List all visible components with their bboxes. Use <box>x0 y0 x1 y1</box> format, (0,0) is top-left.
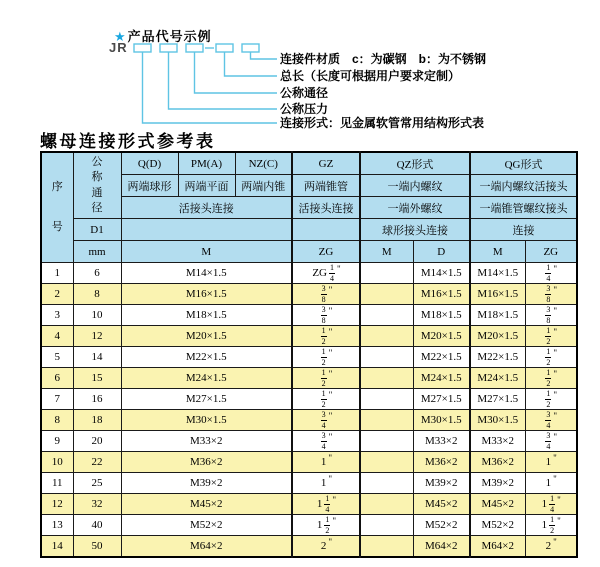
cell-qg-m: M36×2 <box>470 452 525 473</box>
header-qz-unit-m: M <box>360 241 413 263</box>
cell-dn: 32 <box>73 494 121 515</box>
cell-qg-zg: $\frac{3}{4}$ " <box>525 431 577 452</box>
header-pm-sub: 两端平面 <box>178 175 235 197</box>
cell-qz-m <box>360 431 413 452</box>
cell-qg-m: M33×2 <box>470 431 525 452</box>
cell-gz: 1 " <box>292 452 360 473</box>
table-row <box>41 494 577 515</box>
cell-qg-m: M30×1.5 <box>470 410 525 431</box>
cell-gz: 1 $\frac{1}{4}$ " <box>292 494 360 515</box>
cell-qg-zg: $\frac{3}{8}$ " <box>525 284 577 305</box>
table-row <box>41 452 577 473</box>
table-row <box>41 431 577 452</box>
cell-qz-m <box>360 263 413 284</box>
table-row <box>41 410 577 431</box>
table-row <box>41 368 577 389</box>
cell-qz-m <box>360 326 413 347</box>
cell-qz-d: M27×1.5 <box>413 389 470 410</box>
cell-qg-zg: $\frac{1}{2}$ " <box>525 326 577 347</box>
cell-qz-m <box>360 494 413 515</box>
cell-qz-m <box>360 284 413 305</box>
cell-seq: 14 <box>41 536 73 558</box>
cell-gz: $\frac{3}{8}$ " <box>292 284 360 305</box>
header-row-3 <box>41 197 577 219</box>
header-qg-unit-m: M <box>470 241 525 263</box>
header-qg: QG形式 <box>470 152 577 175</box>
code-example-heading-text: 产品代号示例 <box>127 29 212 44</box>
cell-qg-m: M24×1.5 <box>470 368 525 389</box>
cell-gz: $\frac{3}{4}$ " <box>292 431 360 452</box>
cell-seq: 7 <box>41 389 73 410</box>
cell-qg-zg: $\frac{3}{8}$ " <box>525 305 577 326</box>
cell-gz: $\frac{1}{2}$ " <box>292 326 360 347</box>
code-example-heading <box>114 26 212 45</box>
cell-seq: 6 <box>41 368 73 389</box>
cell-qz-d: M20×1.5 <box>413 326 470 347</box>
cell-qg-zg: $\frac{1}{4}$ " <box>525 263 577 284</box>
cell-gz: $\frac{1}{2}$ " <box>292 347 360 368</box>
cell-m: M30×1.5 <box>121 410 292 431</box>
code-label-material: 连接件材质 c：为碳钢 b：为不锈钢 <box>280 52 487 66</box>
header-d1: D1 <box>73 219 121 241</box>
cell-m: M52×2 <box>121 515 292 536</box>
header-pm: PM(A) <box>178 152 235 175</box>
cell-dn: 25 <box>73 473 121 494</box>
cell-dn: 6 <box>73 263 121 284</box>
code-box-1 <box>134 44 151 52</box>
table-title: 螺母连接形式参考表 <box>40 132 216 151</box>
header-nz-sub: 两端内锥 <box>235 175 292 197</box>
cell-qz-m <box>360 515 413 536</box>
cell-dn: 50 <box>73 536 121 558</box>
cell-gz: $\frac{1}{2}$ " <box>292 389 360 410</box>
cell-qg-zg: $\frac{3}{4}$ " <box>525 410 577 431</box>
cell-seq: 5 <box>41 347 73 368</box>
cell-seq: 8 <box>41 410 73 431</box>
cell-seq: 13 <box>41 515 73 536</box>
cell-qg-zg: 2 " <box>525 536 577 558</box>
code-prefix: JR <box>109 40 128 55</box>
cell-qz-m <box>360 473 413 494</box>
cell-qz-d: M22×1.5 <box>413 347 470 368</box>
header-qg-sub: 一端内螺纹活接头 <box>470 175 577 197</box>
header-q-sub: 两端球形 <box>121 175 178 197</box>
cell-qz-d: M18×1.5 <box>413 305 470 326</box>
header-qz-ball-joint: 球形接头连接 <box>360 219 470 241</box>
cell-qz-m <box>360 305 413 326</box>
cell-qg-m: M18×1.5 <box>470 305 525 326</box>
header-blank-qpmnz <box>121 219 292 241</box>
cell-dn: 20 <box>73 431 121 452</box>
cell-gz: 1 $\frac{1}{2}$ " <box>292 515 360 536</box>
header-unit-m: M <box>121 241 292 263</box>
header-row-4 <box>41 219 577 241</box>
table-row <box>41 473 577 494</box>
star-icon: ★ <box>114 29 127 44</box>
cell-dn: 22 <box>73 452 121 473</box>
table-row <box>41 389 577 410</box>
header-seq: 序 号 <box>41 152 73 263</box>
table-row <box>41 263 577 284</box>
cell-qg-zg: $\frac{1}{2}$ " <box>525 347 577 368</box>
header-qg-unit-zg: ZG <box>525 241 577 263</box>
header-qz: QZ形式 <box>360 152 470 175</box>
header-row-2 <box>41 175 577 197</box>
cell-qg-zg: $\frac{1}{2}$ " <box>525 368 577 389</box>
header-nz: NZ(C) <box>235 152 292 175</box>
code-label-pressure: 公称压力 <box>280 102 329 116</box>
header-q: Q(D) <box>121 152 178 175</box>
header-dn: 公 称 通 径 <box>73 152 121 219</box>
table-row <box>41 326 577 347</box>
cell-gz: $\frac{1}{2}$ " <box>292 368 360 389</box>
cell-dn: 16 <box>73 389 121 410</box>
header-gz: GZ <box>292 152 360 175</box>
cell-dn: 15 <box>73 368 121 389</box>
cell-seq: 3 <box>41 305 73 326</box>
header-row-1 <box>41 152 577 175</box>
code-box-5 <box>242 44 259 52</box>
cell-dn: 10 <box>73 305 121 326</box>
cell-qz-m <box>360 536 413 558</box>
cell-qg-m: M27×1.5 <box>470 389 525 410</box>
header-qz-ext-thread: 一端外螺纹 <box>360 197 470 219</box>
cell-m: M36×2 <box>121 452 292 473</box>
cell-qz-d: M33×2 <box>413 431 470 452</box>
code-box-2 <box>160 44 177 52</box>
cell-gz: $\frac{3}{4}$ " <box>292 410 360 431</box>
cell-qz-m <box>360 452 413 473</box>
table-body <box>41 263 577 558</box>
header-mm: mm <box>73 241 121 263</box>
header-unit-zg: ZG <box>292 241 360 263</box>
cell-qz-m <box>360 389 413 410</box>
cell-dn: 40 <box>73 515 121 536</box>
cell-qg-m: M14×1.5 <box>470 263 525 284</box>
cell-qz-d: M39×2 <box>413 473 470 494</box>
cell-qz-d: M30×1.5 <box>413 410 470 431</box>
cell-seq: 9 <box>41 431 73 452</box>
cell-m: M24×1.5 <box>121 368 292 389</box>
cell-m: M20×1.5 <box>121 326 292 347</box>
cell-m: M33×2 <box>121 431 292 452</box>
header-qg-taper-joint: 一端锥管螺纹接头 <box>470 197 577 219</box>
cell-qg-m: M52×2 <box>470 515 525 536</box>
cell-qz-d: M45×2 <box>413 494 470 515</box>
cell-m: M18×1.5 <box>121 305 292 326</box>
header-qz-sub: 一端内螺纹 <box>360 175 470 197</box>
cell-gz: $\frac{3}{8}$ " <box>292 305 360 326</box>
cell-qz-m <box>360 368 413 389</box>
nut-connection-table <box>40 151 578 558</box>
cell-seq: 2 <box>41 284 73 305</box>
cell-qg-m: M20×1.5 <box>470 326 525 347</box>
code-label-length: 总长（长度可根据用户要求定制） <box>280 69 461 83</box>
cell-dn: 18 <box>73 410 121 431</box>
header-gz-joint: 活接头连接 <box>292 197 360 219</box>
code-label-diameter: 公称通径 <box>280 86 329 100</box>
cell-seq: 12 <box>41 494 73 515</box>
cell-gz: ZG $\frac{1}{4}$ " <box>292 263 360 284</box>
cell-qz-d: M24×1.5 <box>413 368 470 389</box>
cell-m: M64×2 <box>121 536 292 558</box>
cell-qg-m: M16×1.5 <box>470 284 525 305</box>
cell-qg-zg: 1 " <box>525 473 577 494</box>
table-row <box>41 515 577 536</box>
cell-qg-zg: $\frac{1}{2}$ " <box>525 389 577 410</box>
header-gz-sub: 两端锥管 <box>292 175 360 197</box>
cell-dn: 12 <box>73 326 121 347</box>
header-blank-gz <box>292 219 360 241</box>
table-row <box>41 305 577 326</box>
cell-seq: 4 <box>41 326 73 347</box>
cell-qz-d: M52×2 <box>413 515 470 536</box>
cell-qg-m: M64×2 <box>470 536 525 558</box>
code-label-connection: 连接形式：见金属软管常用结构形式表 <box>280 116 485 130</box>
cell-m: M45×2 <box>121 494 292 515</box>
cell-gz: 1 " <box>292 473 360 494</box>
cell-qg-m: M45×2 <box>470 494 525 515</box>
cell-qz-d: M64×2 <box>413 536 470 558</box>
cell-m: M22×1.5 <box>121 347 292 368</box>
cell-qz-d: M36×2 <box>413 452 470 473</box>
header-qg-connect: 连接 <box>470 219 577 241</box>
cell-dn: 8 <box>73 284 121 305</box>
code-box-4 <box>216 44 233 52</box>
cell-qz-m <box>360 347 413 368</box>
cell-qg-m: M39×2 <box>470 473 525 494</box>
cell-m: M39×2 <box>121 473 292 494</box>
cell-m: M16×1.5 <box>121 284 292 305</box>
header-qz-unit-d: D <box>413 241 470 263</box>
cell-seq: 10 <box>41 452 73 473</box>
table-row <box>41 536 577 558</box>
cell-qg-zg: 1 " <box>525 452 577 473</box>
cell-qg-zg: 1 $\frac{1}{2}$ " <box>525 515 577 536</box>
cell-qg-m: M22×1.5 <box>470 347 525 368</box>
code-box-3 <box>186 44 203 52</box>
table-row <box>41 347 577 368</box>
header-union-joint: 活接头连接 <box>121 197 292 219</box>
cell-dn: 14 <box>73 347 121 368</box>
cell-qz-d: M16×1.5 <box>413 284 470 305</box>
cell-gz: 2 " <box>292 536 360 558</box>
header-row-5 <box>41 241 577 263</box>
cell-m: M14×1.5 <box>121 263 292 284</box>
cell-qg-zg: 1 $\frac{1}{4}$ " <box>525 494 577 515</box>
cell-seq: 1 <box>41 263 73 284</box>
cell-qz-m <box>360 410 413 431</box>
cell-m: M27×1.5 <box>121 389 292 410</box>
cell-seq: 11 <box>41 473 73 494</box>
cell-qz-d: M14×1.5 <box>413 263 470 284</box>
table-row <box>41 284 577 305</box>
